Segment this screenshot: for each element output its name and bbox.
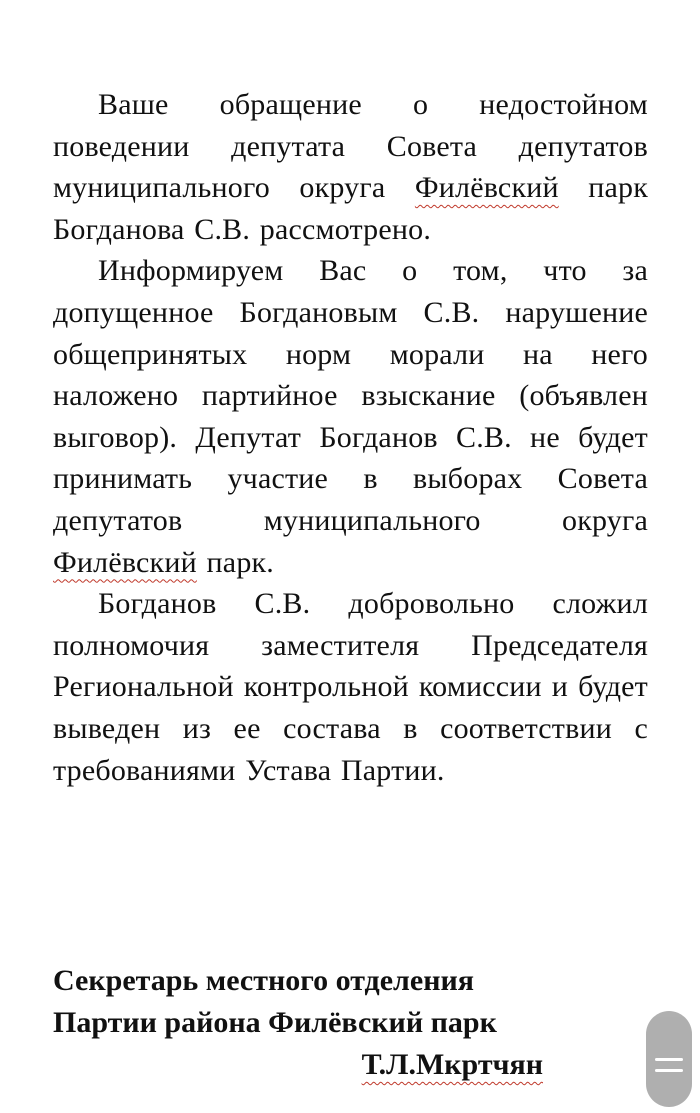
paragraph-1-text-end: парк Богданова С.В. рассмотрено. [53, 171, 648, 246]
paragraph-2-text-start: Информируем Вас о том, что за допущенное Богдановым С.В. нарушение общепринятых норм морали на него наложено партийное взыскание (объявлен выговор). Депутат Богданов С.В. не будет принимать участие в выборах Совета депутатов муниципального округа [53, 254, 648, 537]
signature-block [53, 960, 543, 1086]
spellcheck-word: Филёвский [53, 545, 197, 579]
spellcheck-word: Филёвский [414, 171, 559, 205]
paragraph-3: Богданов С.В. добровольно сложил полномочия заместителя Председателя Региональной контрольной комиссии и будет выведен из ее состава в соответствии с требованиями Устава Партии. [53, 587, 648, 787]
paragraph-1 [53, 84, 648, 250]
signature-name [53, 1044, 543, 1086]
scroll-handle[interactable] [646, 1011, 692, 1107]
signature-title-line-2: Партии района Филёвский парк [53, 1006, 497, 1039]
signature-name-text: Т.Л.Мкртчян [361, 1048, 543, 1081]
signature-title-line-1: Секретарь местного отделения [53, 964, 474, 997]
paragraph-2 [53, 250, 648, 583]
letter-body [53, 84, 648, 791]
paragraph-1-text-start: Ваше обращение о недостойном поведении депутата Совета депутатов муниципального округа [53, 88, 648, 205]
paragraph-2-text-end: парк. [196, 545, 274, 579]
